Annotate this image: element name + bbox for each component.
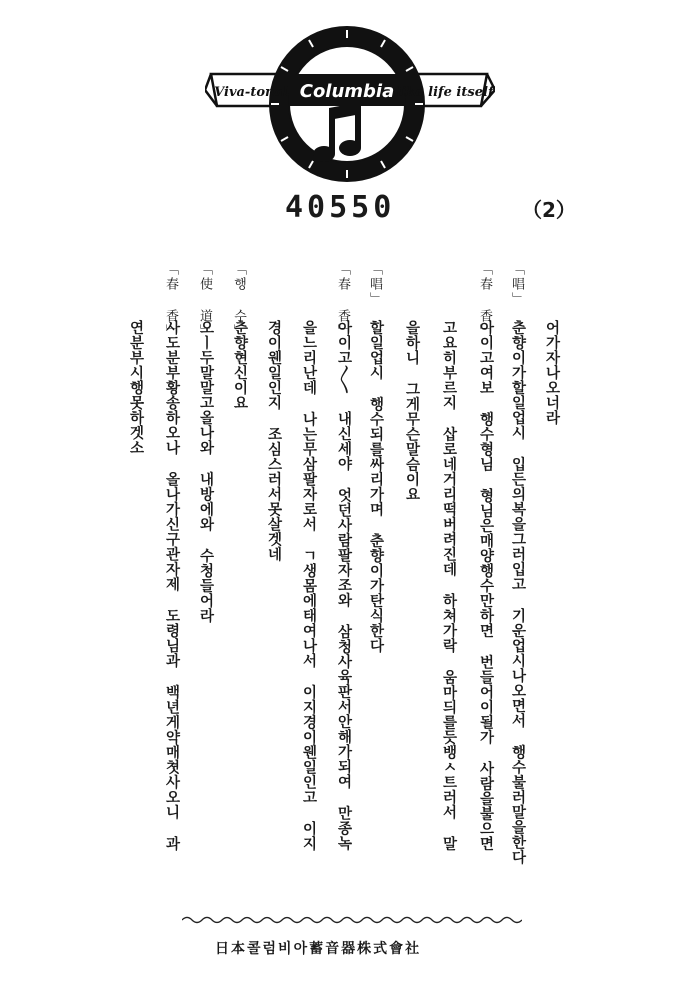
text-line-8: 을느리난데 나는무삼팔자로서 ㄱ생몸에태여나서 이지경이웬일인고 이지 bbox=[300, 320, 317, 851]
text-line-10: 춘향현신이요 bbox=[231, 320, 248, 410]
banner-right-label: like life itself bbox=[396, 85, 494, 100]
text-line-7: 아이고〱 내신세야 엇던사람팔자조와 삼청사육판서안해가되여 만종녹 bbox=[335, 320, 352, 851]
brand-label: Columbia bbox=[299, 81, 395, 102]
speaker-label-1: 「唱」 bbox=[509, 262, 524, 307]
text-line-9: 경이웬일인지 조심스러서못살겟네 bbox=[265, 320, 282, 562]
speaker-label-4: 「春 香」 bbox=[335, 262, 350, 339]
banner-left-label: Viva-tonal bbox=[214, 85, 288, 100]
text-line-12: 사도분부황송하오나 올나가신구관자제 도령님과 백년게약매쳣사오니 과 bbox=[163, 320, 180, 851]
speaker-label-6: 「使 道」 bbox=[197, 262, 212, 339]
publisher-footer: 日本콜럼비아蓄音器株式會社 bbox=[215, 941, 422, 957]
wavy-divider bbox=[182, 915, 522, 925]
speaker-label-7: 「春 香」 bbox=[163, 262, 178, 339]
speaker-label-2: 「春 香」 bbox=[477, 262, 492, 339]
speaker-label-3: 「唱」 bbox=[367, 262, 382, 307]
text-line-2: 춘향이가할일업시 입든의복을그러입고 기운업시나오면서 행수불러말을한다 bbox=[509, 320, 526, 865]
text-line-4: 고요히부르지 삽로네거리떡버려진데 하쳐가락 움마듸를듯뱅ㅅ트러서 말 bbox=[440, 320, 457, 851]
text-line-5: 을하니 그게무슨말슴이요 bbox=[403, 320, 420, 502]
speaker-label-5: 「행 수」 bbox=[231, 262, 246, 339]
text-line-11: 오ㅣ두말말고올나와 내방에와 수청들어라 bbox=[197, 320, 214, 623]
text-line-1: 어가자나오너라 bbox=[543, 320, 560, 425]
text-line-6: 할일업시 행수되를싸리가며 춘향이가탄식한다 bbox=[367, 320, 384, 653]
catalog-number: 40550 bbox=[285, 190, 396, 225]
side-number: （2） bbox=[522, 198, 576, 222]
text-line-13: 연분부시행못하겟소 bbox=[127, 320, 144, 455]
columbia-logo bbox=[205, 22, 495, 192]
text-line-3: 아이고여보 행수형님 형님은매양행수만하면 번들어이될가 사람을불으면 bbox=[477, 320, 494, 851]
